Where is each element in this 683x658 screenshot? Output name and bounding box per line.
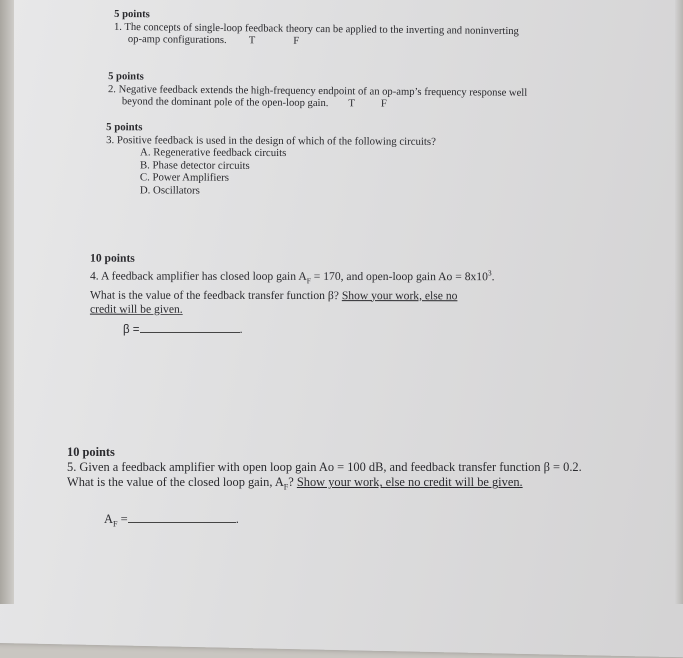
q4-text-line2: What is the value of the feedback transfer function β? Show your work, else no [89,288,458,302]
q4-answer-line: β = . [123,324,243,336]
q2-text-line1: 2. Negative feedback extends the high-frequency endpoint of an op-amp’s frequency response well [107,83,528,99]
q5-answer-line: $A_F$ = . [104,512,239,529]
q3-option-a[interactable]: A. Regenerative feedback circuits [140,146,287,160]
q2-true-option[interactable]: T [348,98,355,110]
q1-false-option[interactable]: F [293,35,300,47]
q2-text-line2: beyond the dominant pole of the open-loop gain. [121,96,329,110]
q2-false-option[interactable]: F [380,98,387,110]
q3-option-d[interactable]: D. Oscillators [139,184,200,197]
q3-option-c[interactable]: C. Power Amplifiers [139,171,230,185]
q3-text-line1: 3. Positive feedback is used in the design of which of the following circuits? [106,133,436,148]
question-3 [106,121,436,198]
q1-text-line2: op-amp configurations. [127,34,227,47]
q1-points: 5 points [114,8,150,21]
q1-text-line1: 1. The concepts of single-loop feedback theory can be applied to the inverting and noninverting [113,21,519,37]
q5-answer-label: $A_F$ = [104,512,128,529]
question-2 [108,71,527,112]
question-5 [67,445,582,495]
q2-points: 5 points [108,71,144,83]
q4-text-line1: 4. A feedback amplifier has closed loop gain $A_F = 170$, and open-loop gain $Ao = 8x10^3$. [90,268,495,286]
question-4 [90,252,495,318]
q1-true-option[interactable]: T [248,35,256,47]
q3-option-b[interactable]: B. Phase detector circuits [139,159,250,172]
q4-answer-blank[interactable] [140,332,240,333]
q5-points: 10 points [67,445,115,459]
question-1 [114,9,519,51]
q5-text-line2: What is the value of the closed loop gain, $A_F$? Show your work, else no credit will be given. [67,475,523,492]
q4-show-work-note: Show your work, else no [341,288,458,302]
desk-edge-right [675,0,683,604]
q5-text-line1: 5. Given a feedback amplifier with open loop gain Ao = 100 dB, and feedback transfer function β = 0.2. [67,460,582,475]
q4-points: 10 points [90,251,135,265]
q4-text-line3: credit will be given. [89,302,183,316]
desk-edge-left [0,0,14,604]
q4-answer-label: β = [123,324,140,336]
q5-show-work-note: Show your work, else no credit will be given. [296,475,523,490]
q3-points: 5 points [106,121,143,134]
q5-answer-blank[interactable] [128,522,236,523]
